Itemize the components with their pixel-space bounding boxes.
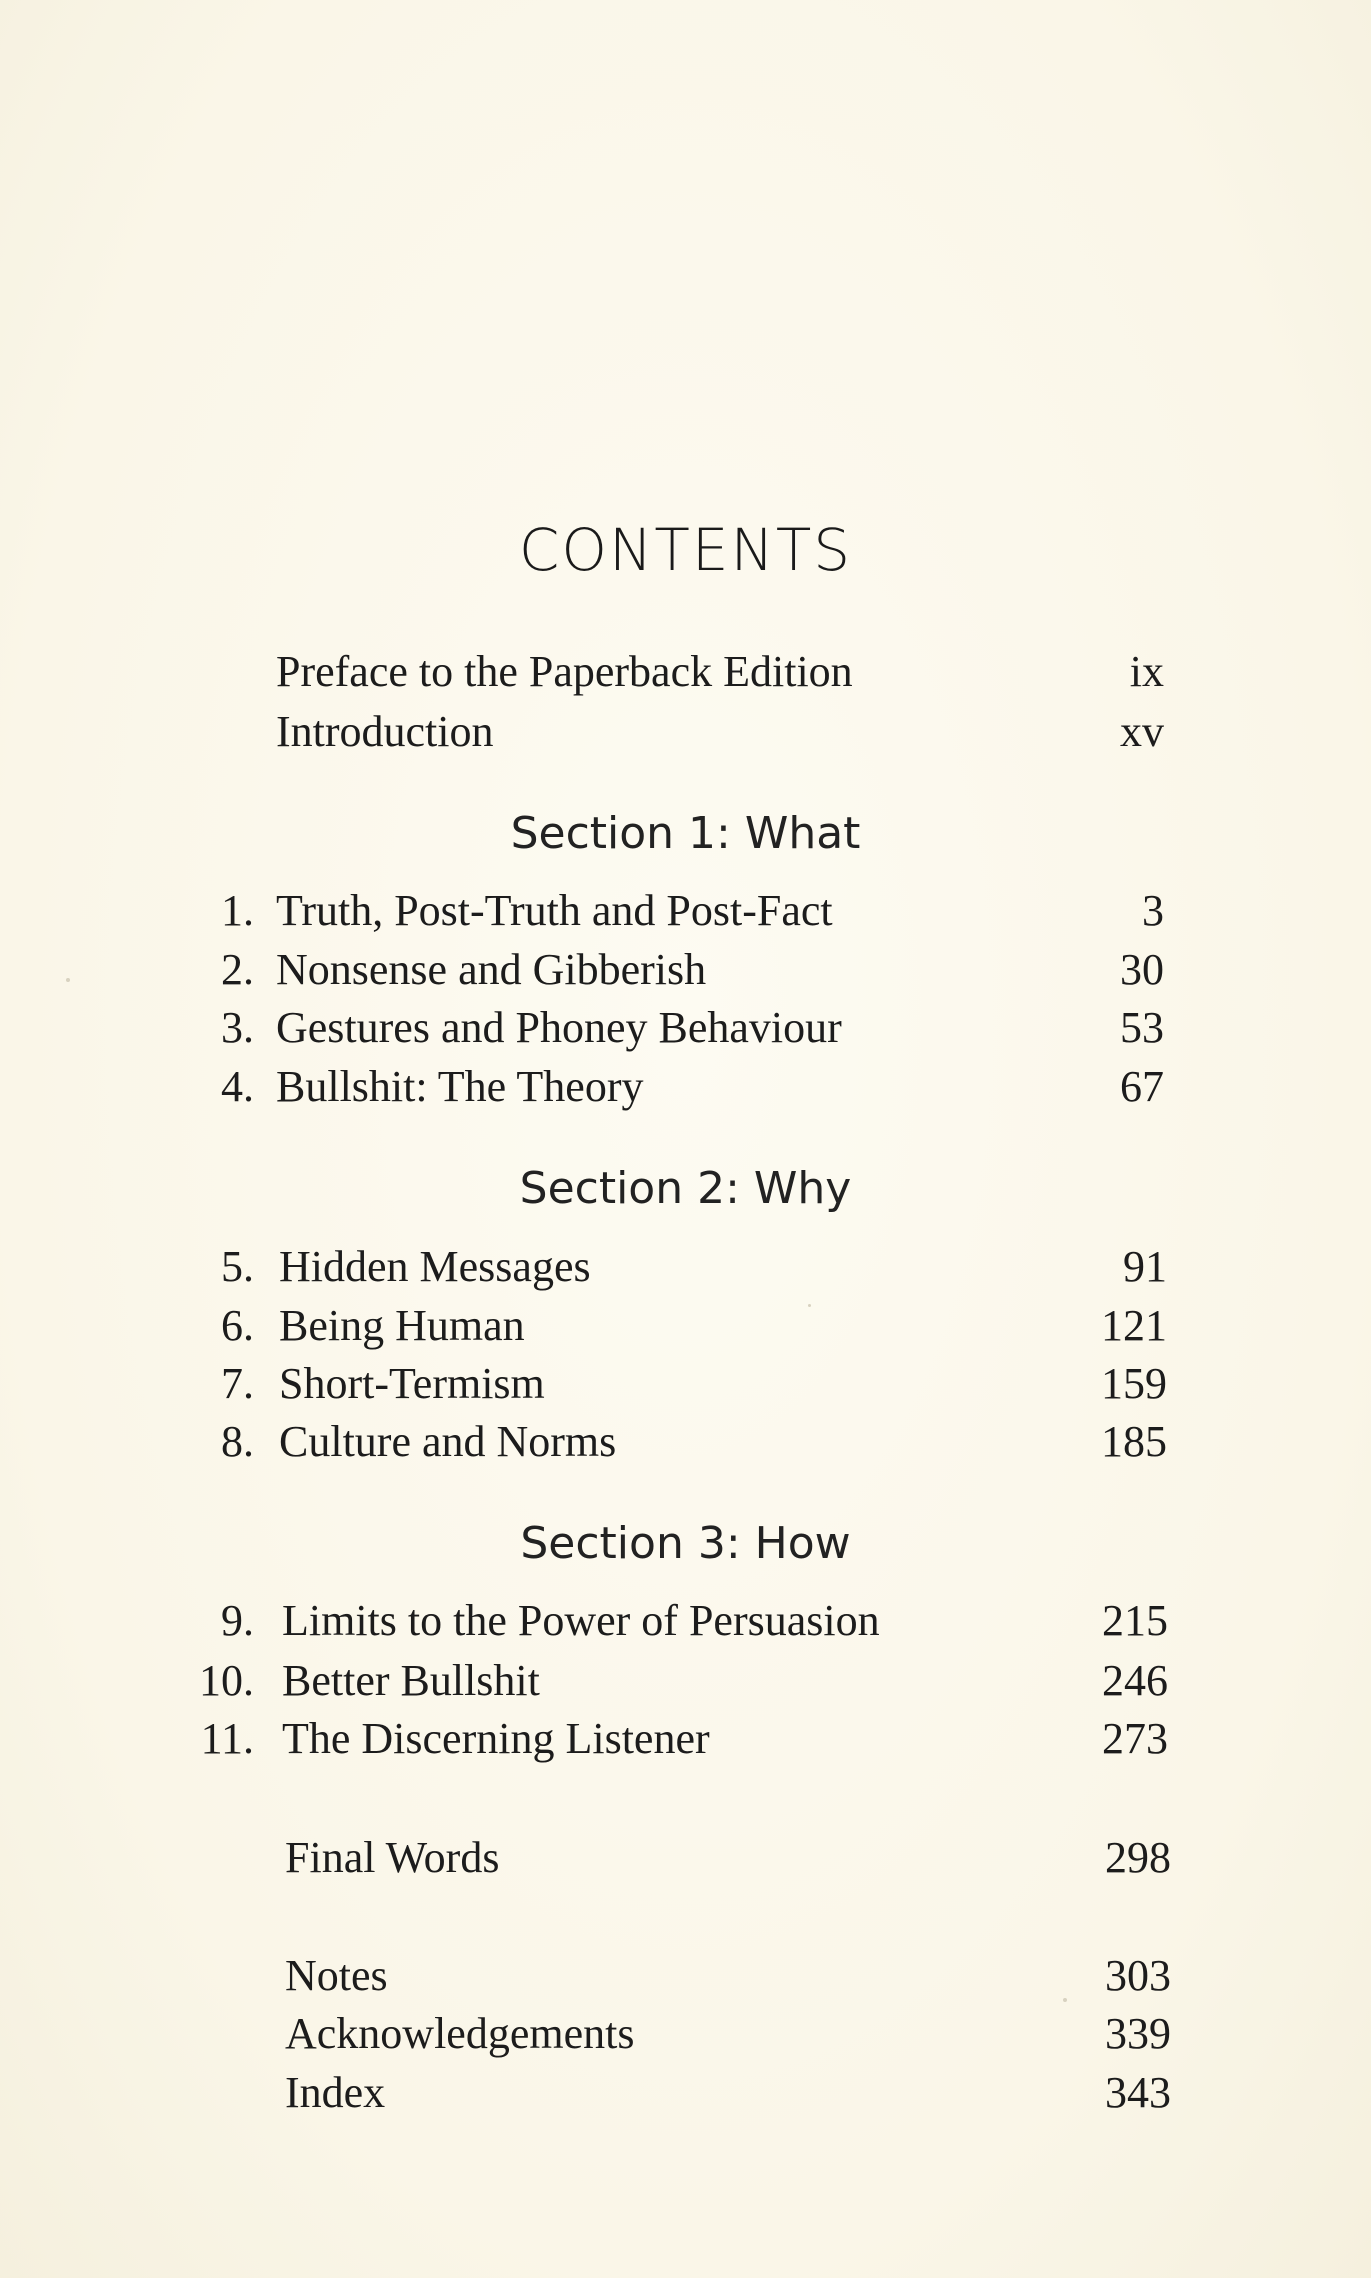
section-heading: Section 1: What bbox=[510, 808, 861, 859]
chapter-number: 3. bbox=[221, 1003, 254, 1052]
entry-page-number: 303 bbox=[1105, 1951, 1171, 2000]
toc-entry bbox=[0, 706, 1371, 762]
chapter-title: Short-Termism bbox=[279, 1359, 545, 1408]
toc-chapter bbox=[0, 1416, 1371, 1472]
toc-chapter bbox=[0, 1300, 1371, 1356]
chapter-page-number: 3 bbox=[1142, 886, 1164, 935]
chapter-number: 1. bbox=[221, 886, 254, 935]
chapter-page-number: 185 bbox=[1101, 1417, 1167, 1466]
entry-title: Preface to the Paperback Edition bbox=[276, 647, 853, 696]
chapter-number: 4. bbox=[221, 1062, 254, 1111]
toc-chapter bbox=[0, 1358, 1371, 1414]
chapter-page-number: 273 bbox=[1102, 1714, 1168, 1763]
chapter-title: Bullshit: The Theory bbox=[276, 1062, 644, 1111]
chapter-title: The Discerning Listener bbox=[282, 1714, 710, 1763]
entry-title: Final Words bbox=[285, 1833, 500, 1882]
chapter-page-number: 246 bbox=[1102, 1656, 1168, 1705]
entry-title: Acknowledgements bbox=[285, 2009, 635, 2058]
toc-chapter bbox=[0, 1061, 1371, 1117]
toc-chapter bbox=[0, 885, 1371, 941]
chapter-page-number: 91 bbox=[1123, 1242, 1167, 1291]
chapter-page-number: 67 bbox=[1120, 1062, 1164, 1111]
toc-entry bbox=[0, 2008, 1371, 2064]
toc-chapter bbox=[0, 1713, 1371, 1769]
entry-page-number: 339 bbox=[1105, 2009, 1171, 2058]
chapter-number: 2. bbox=[221, 945, 254, 994]
section-heading: Section 3: How bbox=[520, 1518, 851, 1569]
chapter-title: Being Human bbox=[279, 1301, 525, 1350]
chapter-number: 10. bbox=[199, 1656, 254, 1705]
toc-chapter bbox=[0, 1002, 1371, 1058]
chapter-number: 7. bbox=[221, 1359, 254, 1408]
entry-page-number: 298 bbox=[1105, 1833, 1171, 1882]
toc-entry bbox=[0, 1950, 1371, 2006]
chapter-page-number: 159 bbox=[1101, 1359, 1167, 1408]
chapter-title: Truth, Post-Truth and Post-Fact bbox=[276, 886, 833, 935]
entry-title: Notes bbox=[285, 1951, 388, 2000]
paper-speck bbox=[66, 978, 70, 982]
chapter-page-number: 215 bbox=[1102, 1596, 1168, 1645]
chapter-title: Limits to the Power of Persuasion bbox=[282, 1596, 880, 1645]
chapter-title: Better Bullshit bbox=[282, 1656, 540, 1705]
toc-entry bbox=[0, 646, 1371, 702]
paper-speck bbox=[1063, 1998, 1067, 2002]
entry-page-number: 343 bbox=[1105, 2068, 1171, 2117]
chapter-number: 6. bbox=[221, 1301, 254, 1350]
entry-page-number: xv bbox=[1120, 707, 1164, 756]
chapter-number: 11. bbox=[200, 1714, 254, 1763]
toc-entry bbox=[0, 1832, 1371, 1888]
chapter-title: Gestures and Phoney Behaviour bbox=[276, 1003, 842, 1052]
entry-page-number: ix bbox=[1129, 647, 1164, 696]
toc-chapter bbox=[0, 1241, 1371, 1297]
toc-entry bbox=[0, 2067, 1371, 2123]
entry-title: Index bbox=[285, 2068, 386, 2117]
chapter-number: 5. bbox=[221, 1242, 254, 1291]
toc-chapter bbox=[0, 944, 1371, 1000]
chapter-title: Nonsense and Gibberish bbox=[276, 945, 707, 994]
toc-chapter bbox=[0, 1655, 1371, 1711]
chapter-number: 9. bbox=[221, 1596, 254, 1645]
chapter-number: 8. bbox=[221, 1417, 254, 1466]
chapter-page-number: 53 bbox=[1120, 1003, 1164, 1052]
chapter-title: Culture and Norms bbox=[279, 1417, 617, 1466]
chapter-page-number: 121 bbox=[1101, 1301, 1167, 1350]
toc-chapter bbox=[0, 1595, 1371, 1651]
chapter-page-number: 30 bbox=[1120, 945, 1164, 994]
paper-speck bbox=[808, 1304, 811, 1307]
page-title: CONTENTS bbox=[518, 516, 853, 584]
chapter-title: Hidden Messages bbox=[279, 1242, 591, 1291]
entry-title: Introduction bbox=[276, 707, 494, 756]
section-heading: Section 2: Why bbox=[519, 1163, 852, 1214]
